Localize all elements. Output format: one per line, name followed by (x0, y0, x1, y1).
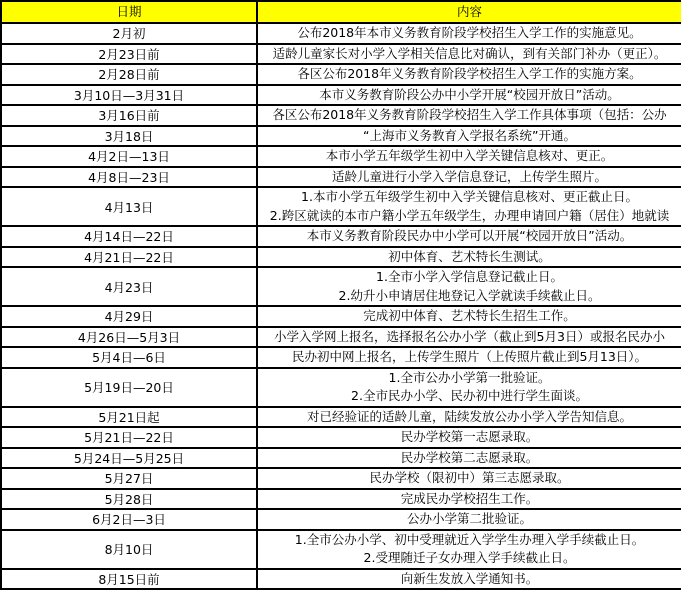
content-cell (257, 167, 681, 188)
content-line: 适龄儿童进行小学入学信息登记，上传学生照片。 (331, 168, 607, 184)
content-line: 小学入学网上报名，选择报名公办小学（截止到5月3日）或报名民办小 (274, 328, 665, 344)
content-line: “上海市义务教育入学报名系统”开通。 (363, 127, 576, 143)
date-cell: 2月28日前 (1, 64, 257, 85)
content-line: 公布2018年本市义务教育阶段学校招生入学工作的实施意见。 (297, 25, 642, 40)
content-line: 公办小学第二批验证。 (406, 511, 532, 526)
date-cell: 5月27日 (1, 468, 257, 489)
table-row (1, 64, 681, 85)
table-row (1, 468, 681, 489)
content-cell (257, 327, 681, 348)
date-cell: 5月21日起 (1, 407, 257, 428)
content-cell (257, 448, 681, 469)
content-line: 1.全市小学入学信息登记截止日。 (376, 269, 563, 284)
content-cell (257, 427, 681, 448)
content-line: 民办学校第一志愿录取。 (400, 429, 539, 444)
content-cell (257, 64, 681, 85)
content-line: 1.全市公办小学第一批验证。 (388, 369, 551, 385)
content-line: 民办学校（限初中）第三志愿录取。 (369, 470, 570, 485)
table-row (1, 368, 681, 407)
content-cell (257, 569, 681, 590)
content-line: 各区公布2018年义务教育阶段学校招生入学工作具体事项（包括：公办 (272, 107, 667, 122)
table-row (1, 126, 681, 147)
date-cell: 4月13日 (1, 187, 257, 226)
content-line: 各区公布2018年义务教育阶段学校招生入学工作的实施方案。 (297, 66, 642, 81)
content-cell (257, 530, 681, 569)
table-row (1, 146, 681, 167)
content-line: 1.全市公办小学、初中受理就近入学学生办理入学手续截止日。 (294, 531, 645, 547)
header-row (1, 1, 681, 23)
content-cell (257, 489, 681, 510)
content-cell (257, 368, 681, 407)
table-row (1, 327, 681, 348)
table-row (1, 187, 681, 226)
date-cell: 2月初 (1, 23, 257, 44)
content-line: 初中体育、艺术特长生测试。 (388, 248, 551, 264)
table-row (1, 427, 681, 448)
table-body (1, 23, 681, 589)
content-cell (257, 468, 681, 489)
content-cell (257, 44, 681, 65)
date-cell: 4月8日—23日 (1, 167, 257, 188)
date-cell: 3月18日 (1, 126, 257, 147)
table-row (1, 23, 681, 44)
content-cell (257, 407, 681, 428)
content-cell (257, 85, 681, 106)
table-row (1, 509, 681, 530)
date-cell: 5月21日—22日 (1, 427, 257, 448)
content-cell (257, 187, 681, 226)
content-line: 适龄儿童家长对小学入学相关信息比对确认，到有关部门补办（更正）。 (272, 45, 667, 61)
table-row (1, 569, 681, 590)
table-row (1, 247, 681, 268)
content-line: 2.幼升小申请居住地登记入学就读手续截止日。 (338, 287, 601, 303)
content-line: 民办初中网上报名，上传学生照片（上传照片截止到5月13日）。 (291, 349, 648, 364)
content-cell (257, 226, 681, 247)
content-cell (257, 23, 681, 44)
content-cell (257, 126, 681, 147)
content-line: 2.受理随迁子女办理入学手续截止日。 (363, 550, 576, 565)
content-line: 对已经验证的适龄儿童，陆续发放公办小学入学告知信息。 (306, 408, 632, 424)
content-line: 向新生发放入学通知书。 (400, 570, 539, 586)
date-cell: 4月29日 (1, 306, 257, 327)
date-cell: 3月10日—3月31日 (1, 85, 257, 106)
table-row (1, 347, 681, 368)
table-row (1, 448, 681, 469)
col-header-content: 内容 (257, 1, 681, 23)
content-cell (257, 347, 681, 368)
date-cell: 5月28日 (1, 489, 257, 510)
date-cell: 4月14日—22日 (1, 226, 257, 247)
date-cell: 8月15日前 (1, 569, 257, 590)
date-cell: 3月16日前 (1, 105, 257, 126)
table-row (1, 85, 681, 106)
content-line: 民办学校第二志愿录取。 (400, 449, 539, 465)
content-cell (257, 146, 681, 167)
table-row (1, 105, 681, 126)
content-line: 完成民办学校招生工作。 (400, 490, 539, 506)
content-line: 本市义务教育阶段公办中小学开展“校园开放日”活动。 (319, 86, 620, 102)
table-row (1, 489, 681, 510)
content-cell (257, 509, 681, 530)
content-line: 本市小学五年级学生初中入学关键信息核对、更正。 (325, 148, 614, 163)
date-cell: 4月26日—5月3日 (1, 327, 257, 348)
content-line: 完成初中体育、艺术特长生招生工作。 (363, 308, 576, 323)
content-cell (257, 105, 681, 126)
content-line: 本市义务教育阶段民办中小学可以开展“校园开放日”活动。 (306, 228, 633, 243)
table-row (1, 306, 681, 327)
col-header-date: 日期 (1, 1, 257, 23)
content-cell (257, 306, 681, 327)
table-row (1, 267, 681, 306)
content-cell (257, 267, 681, 306)
date-cell: 5月24日—5月25日 (1, 448, 257, 469)
table-row (1, 530, 681, 569)
date-cell: 5月4日—6日 (1, 347, 257, 368)
table-row (1, 226, 681, 247)
date-cell: 6月2日—3日 (1, 509, 257, 530)
date-cell: 4月23日 (1, 267, 257, 306)
date-cell: 5月19日—20日 (1, 368, 257, 407)
table-row (1, 407, 681, 428)
content-cell (257, 247, 681, 268)
date-cell: 2月23日前 (1, 44, 257, 65)
date-cell: 8月10日 (1, 530, 257, 569)
date-cell: 4月21日—22日 (1, 247, 257, 268)
table-row (1, 167, 681, 188)
table-row (1, 44, 681, 65)
content-line: 2.跨区就读的本市户籍小学五年级学生，办理申请回户籍（居住）地就读 (269, 207, 670, 223)
date-cell: 4月2日—13日 (1, 146, 257, 167)
content-line: 1.本市小学五年级学生初中入学关键信息核对、更正截止日。 (301, 189, 638, 204)
content-line: 2.全市民办小学、民办初中进行学生面谈。 (351, 388, 588, 403)
